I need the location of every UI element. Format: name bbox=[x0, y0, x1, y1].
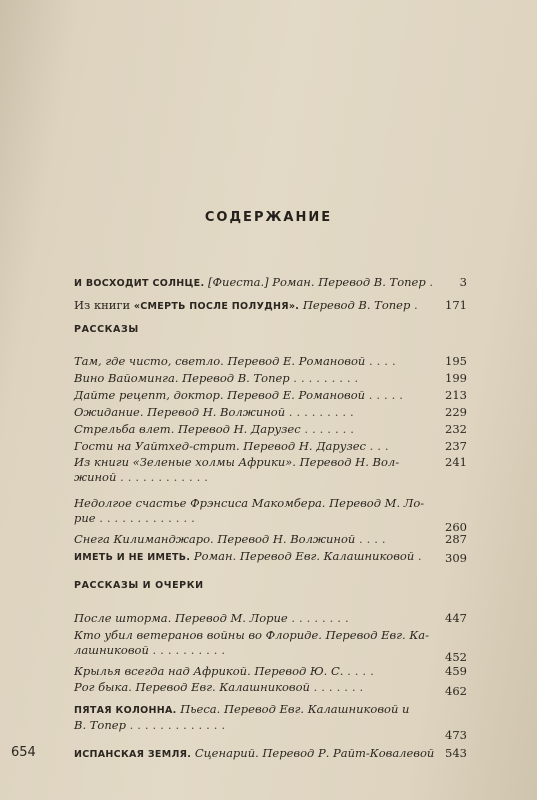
leader-dots: ............ bbox=[120, 470, 212, 484]
toc-entry-continuation bbox=[74, 470, 474, 484]
toc-entry bbox=[74, 496, 474, 510]
toc-entry-play bbox=[74, 702, 474, 718]
toc-entry-continuation bbox=[74, 718, 474, 732]
entry-text: [Фиеста.] Роман. Перевод В. Топер bbox=[208, 275, 426, 289]
entry-text: Стрельба влет. Перевод Н. Дарузес bbox=[74, 422, 301, 436]
leader-dots: ..... bbox=[368, 388, 407, 402]
entry-text: Пьеса. Перевод Евг. Калашниковой и bbox=[180, 702, 410, 716]
entry-text: Ожидание. Перевод Н. Волжиной bbox=[74, 405, 286, 419]
page-number: 260 bbox=[445, 520, 467, 534]
leader-dots: ... bbox=[369, 439, 393, 453]
section-heading-stories-essays: РАССКАЗЫ И ОЧЕРКИ bbox=[74, 580, 204, 591]
entry-text: Снега Килиманджаро. Перевод Н. Волжиной bbox=[74, 532, 356, 546]
page-number: 309 bbox=[445, 551, 467, 565]
toc-entry bbox=[74, 628, 474, 642]
page-number: 199 bbox=[445, 371, 467, 385]
entry-text: Гости на Уайтхед-стрит. Перевод Н. Дарузес bbox=[74, 439, 366, 453]
entry-text: Кто убил ветеранов войны во Флориде. Перевод Евг. Ка- bbox=[74, 628, 430, 642]
leader-dots: .......... bbox=[152, 643, 230, 657]
leader-dots: ......... bbox=[288, 405, 358, 419]
leader-dots: . bbox=[413, 298, 422, 312]
toc-entry bbox=[74, 455, 474, 469]
page-number: 3 bbox=[459, 275, 467, 289]
toc-entry bbox=[74, 388, 474, 402]
toc-entry bbox=[74, 664, 474, 678]
toc-entry-continuation bbox=[74, 643, 474, 657]
toc-entry bbox=[74, 405, 474, 419]
entry-text: Перевод В. Топер bbox=[302, 298, 411, 312]
entry-text: Рог быка. Перевод Евг. Калашниковой bbox=[74, 680, 310, 694]
page-number: 452 bbox=[445, 650, 467, 664]
page-number: 237 bbox=[445, 439, 467, 453]
entry-title-caps: ПЯТАЯ КОЛОННА. bbox=[74, 705, 177, 716]
toc-entry bbox=[74, 354, 474, 368]
leader-dots: .... bbox=[368, 354, 400, 368]
toc-entry bbox=[74, 371, 474, 385]
entry-text: Недолгое счастье Фрэнсиса Макомбера. Перевод М. Ло- bbox=[74, 496, 425, 510]
leader-dots: ......... bbox=[293, 371, 363, 385]
toc-entry bbox=[74, 532, 474, 546]
entry-text: Роман. Перевод Евг. Калашниковой bbox=[193, 549, 415, 563]
page-number: 171 bbox=[445, 298, 467, 312]
entry-text: Крылья всегда над Африкой. Перевод Ю. С. bbox=[74, 664, 344, 678]
entry-text: Из книги «Зеленые холмы Африки». Перевод Н. Вол- bbox=[74, 455, 400, 469]
page-number: 473 bbox=[445, 728, 467, 742]
page-number: 229 bbox=[445, 405, 467, 419]
leader-dots: ............. bbox=[99, 511, 199, 525]
page-number: 287 bbox=[445, 532, 467, 546]
page-number: 447 bbox=[445, 611, 467, 625]
toc-entry bbox=[74, 680, 474, 694]
leader-dots: ....... bbox=[304, 422, 358, 436]
page-number: 543 bbox=[445, 746, 467, 760]
page-number: 459 bbox=[445, 664, 467, 678]
entry-title-caps: ИСПАНСКАЯ ЗЕМЛЯ. bbox=[74, 749, 192, 760]
leader-dots: ....... bbox=[313, 680, 368, 694]
leader-dots: .... bbox=[347, 664, 378, 678]
toc-entry bbox=[74, 422, 474, 436]
entry-text: жиной bbox=[74, 470, 117, 484]
contents-heading: СОДЕРЖАНИЕ bbox=[204, 210, 333, 225]
entry-text: Там, где чисто, светло. Перевод Е. Романовой bbox=[74, 354, 366, 368]
entry-prefix: Из книги bbox=[74, 298, 131, 312]
entry-text: Дайте рецепт, доктор. Перевод Е. Романовой bbox=[74, 388, 366, 402]
entry-text: В. Топер bbox=[74, 718, 126, 732]
page-number: 232 bbox=[445, 422, 467, 436]
toc-entry-novel-2 bbox=[74, 549, 474, 565]
toc-entry-death-in-afternoon bbox=[74, 298, 474, 314]
toc-entry bbox=[74, 611, 474, 625]
leader-dots: ............. bbox=[129, 718, 230, 732]
leader-dots: . bbox=[429, 275, 438, 289]
entry-text: рие bbox=[74, 511, 96, 525]
entry-text: лашниковой bbox=[74, 643, 149, 657]
entry-text: После шторма. Перевод М. Лорие bbox=[74, 611, 288, 625]
page-number: 241 bbox=[445, 455, 467, 469]
toc-entry-continuation bbox=[74, 511, 474, 525]
toc-entry-script bbox=[74, 746, 474, 762]
entry-title-caps: И ВОСХОДИТ СОЛНЦЕ. bbox=[74, 278, 205, 289]
section-heading-stories: РАССКАЗЫ bbox=[74, 324, 139, 335]
entry-title-caps: «СМЕРТЬ ПОСЛЕ ПОЛУДНЯ». bbox=[133, 301, 300, 312]
toc-entry bbox=[74, 439, 474, 453]
leader-dots: ........ bbox=[291, 611, 353, 625]
page-number: 462 bbox=[445, 684, 467, 698]
page-number: 195 bbox=[445, 354, 467, 368]
toc-entry-novel-1 bbox=[74, 275, 474, 291]
page-number: 213 bbox=[445, 388, 467, 402]
entry-title-caps: ИМЕТЬ И НЕ ИМЕТЬ. bbox=[74, 552, 191, 563]
leader-dots: .... bbox=[358, 532, 390, 546]
leader-dots: . bbox=[417, 549, 426, 563]
entry-text: Вино Вайоминга. Перевод В. Топер bbox=[74, 371, 290, 385]
folio-page-number: 654 bbox=[11, 745, 36, 760]
entry-text: Сценарий. Перевод Р. Райт-Ковалевой bbox=[194, 746, 435, 760]
